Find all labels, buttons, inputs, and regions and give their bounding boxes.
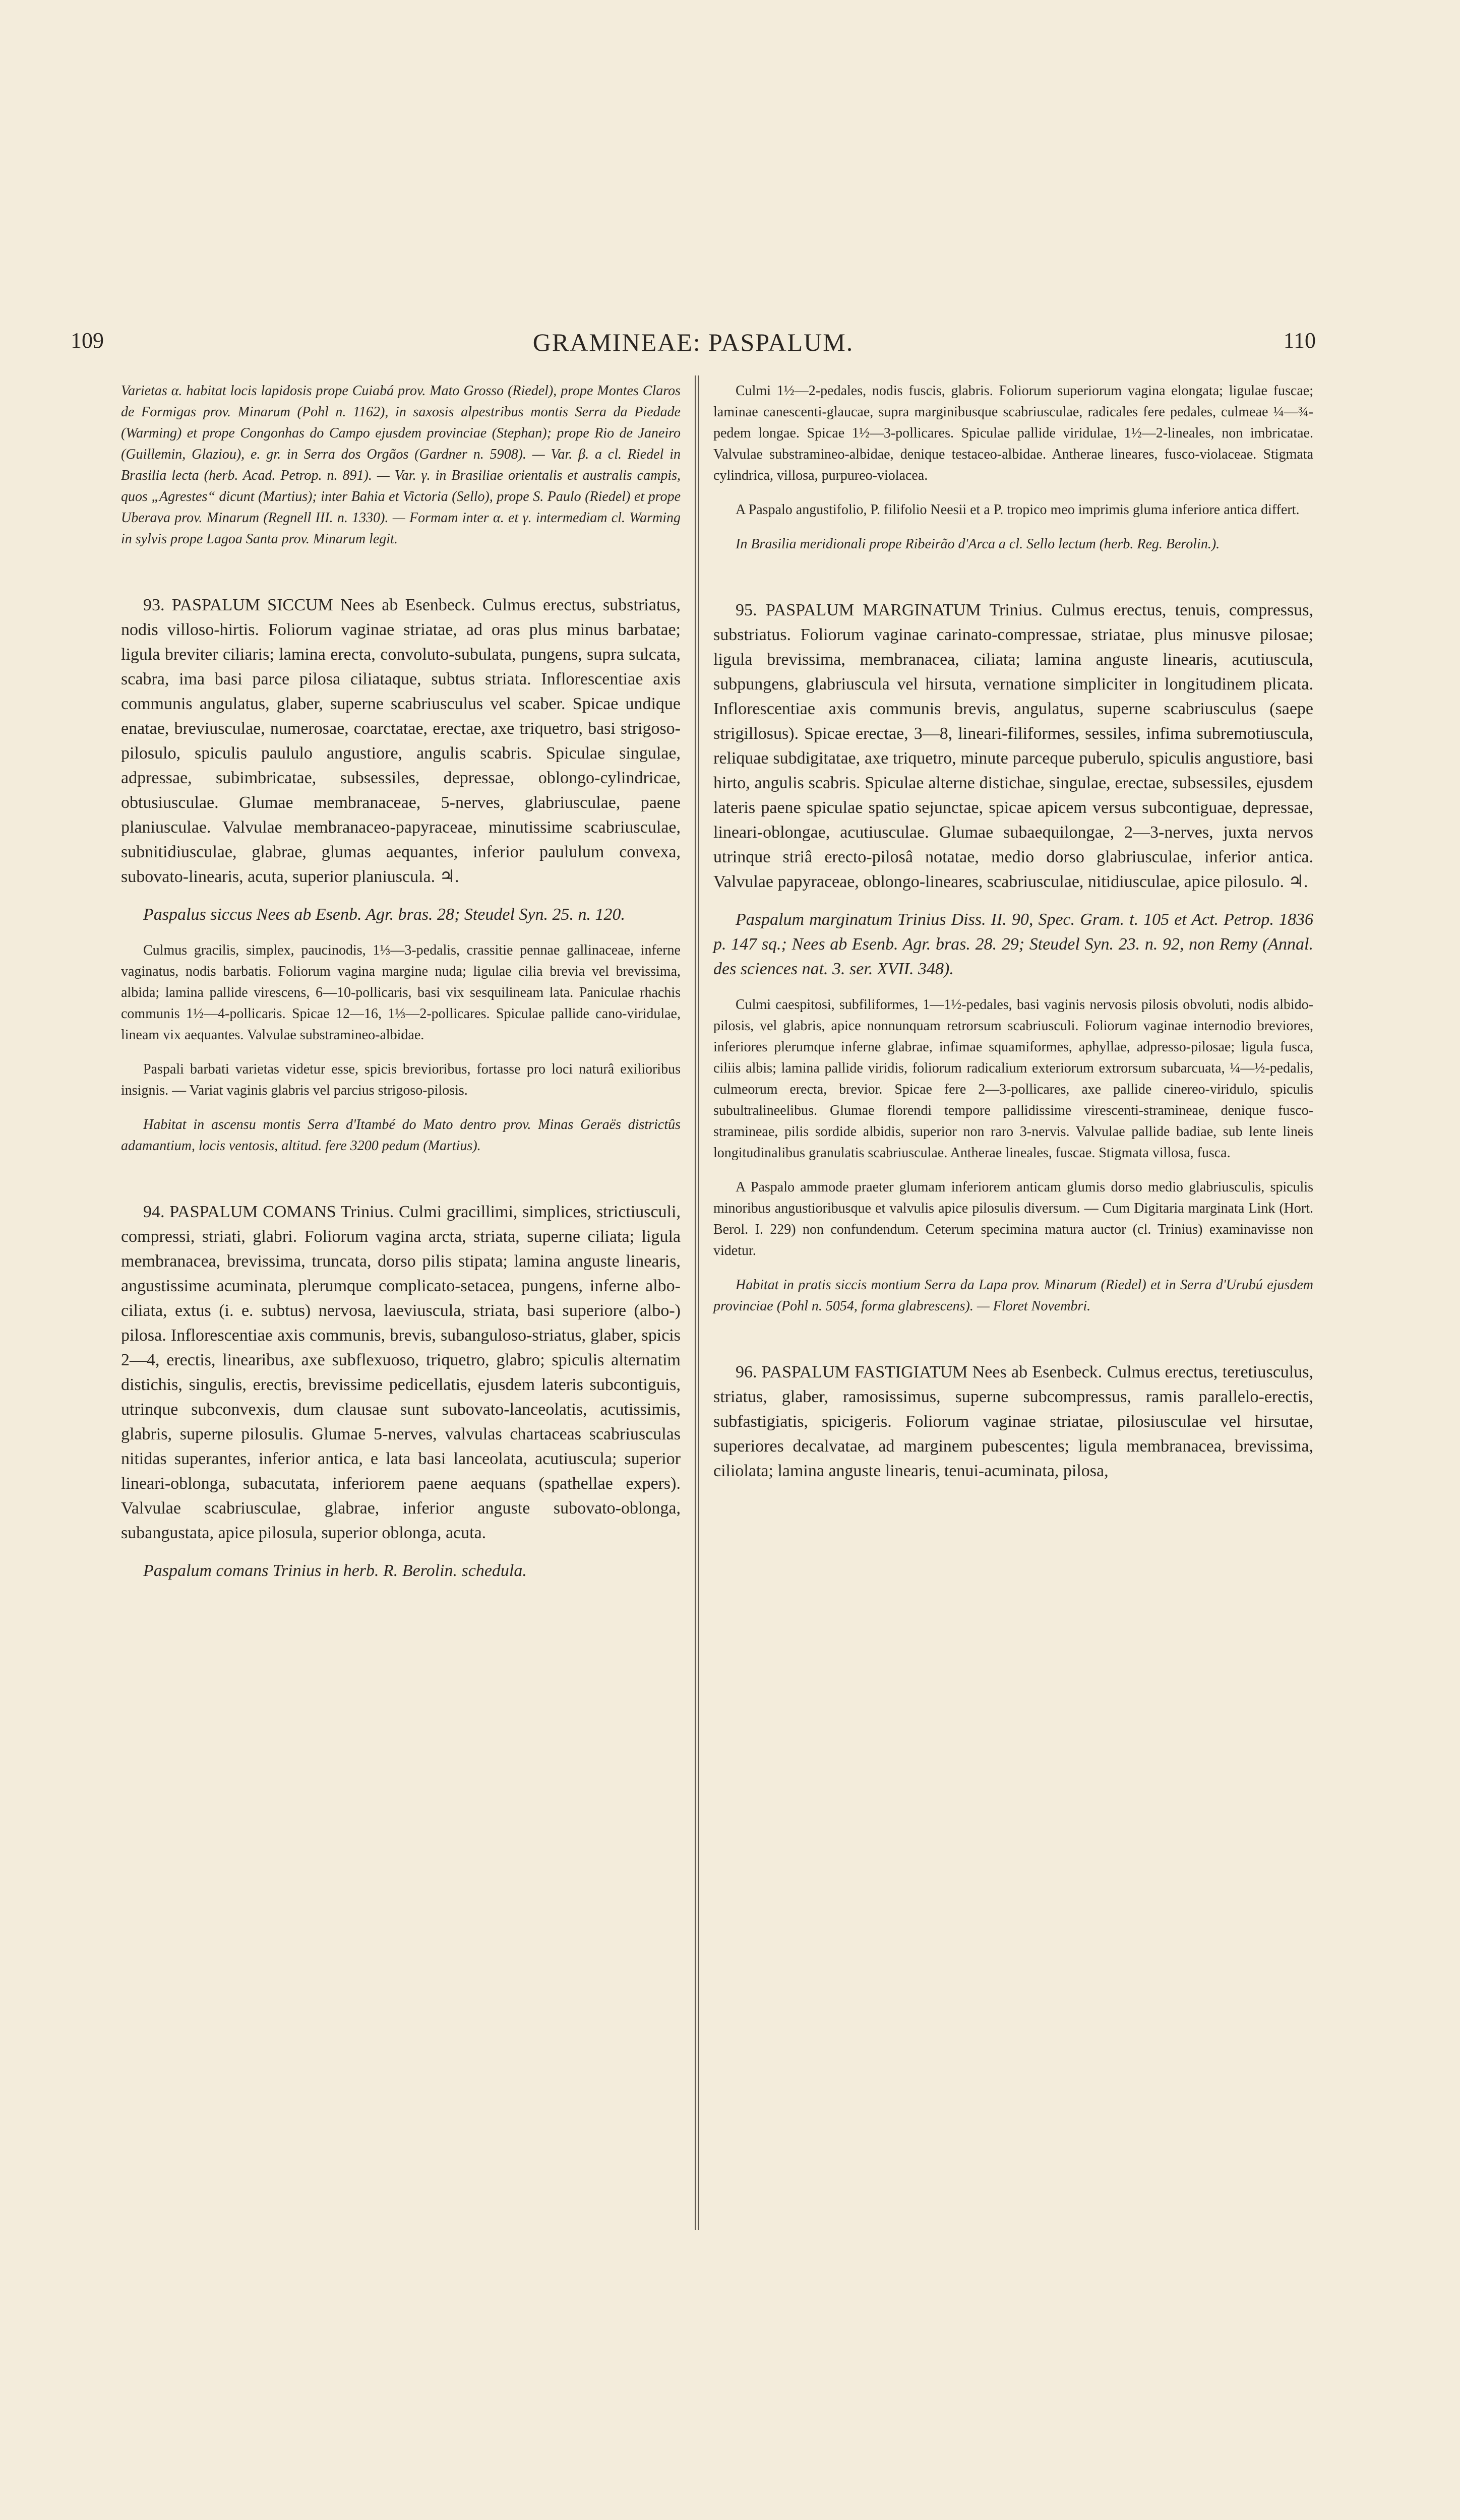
species-95-synonym: Paspalum marginatum Trinius Diss. II. 90, Spec. Gram. t. 105 et Act. Petrop. 1836 p. 147 sq.; Nees ab Esenb. Agr. bras. 28. 29; Steudel Syn. 23. n. 92, non Remy (Annal. des sciences nat. 3. ser. XVII. 348). — [713, 910, 1313, 978]
continued-habitat: In Brasilia meridionali prope Ribeirão d'Arca a cl. Sello lectum (herb. Reg. Berolin.). — [736, 536, 1220, 552]
column-divider — [695, 375, 699, 2230]
species-93-synonym: Paspalus siccus Nees ab Esenb. Agr. bras. 28; Steudel Syn. 25. n. 120. — [143, 905, 626, 924]
species-93-details: Culmus gracilis, simplex, paucinodis, 1⅓—3-pedalis, crassitie pennae gallinaceae, inferne vaginatus, nodis barbatis. Foliorum vagina margine nuda; ligulae cilia brevia vel brevissima, albida; lamina pallide virescens, 6—10-pollicaris, basi vix sesquilineam lata. Paniculae rhachis communis 1½—4-pollicaris. Spicae 12—16, 1⅓—2-pollicares. Spiculae pallide cano-viridulae, lineam vix aequantes. Valvulae substramineo-albidae. — [121, 942, 681, 1043]
left-column — [121, 381, 681, 1583]
species-95-description: 95. PASPALUM MARGINATUM Trinius. Culmus erectus, tenuis, compressus, substriatus. Foliorum vaginae carinato-compressae, striatae, plus minusve pilosae; ligula brevissima, membranacea, ciliata; lamina anguste linearis, acutiuscula, subpungens, glabriuscula vel hirsuta, vernatione simpliciter in longitudinem plicata. Inflorescentiae axis communis brevis, angulatus, superne scabriusculus (saepe strigillosus). Spicae erectae, 3—8, lineari-filiformes, sessiles, infima subremotiuscula, reliquae subdigitatae, axe triquetro, minute parceque puberulo, spiculis angustiore, basi hirto, angulis scabris. Spiculae alterne distichae, singulae, erectae, subsessiles, ejusdem lateris paene spiculae spatio sejunctae, spicae apicem versus subcontiguae, depressae, lineari-oblongae, acutiusculae. Glumae subaequilongae, 2—3-nerves, juxta nervos utrinque striâ erecto-pilosâ notatae, medio dorso glabriusculae, inferior antica. Valvulae papyraceae, oblongo-lineares, scabriusculae, nitidiusculae, apice pilosulo. ♃. — [713, 601, 1313, 891]
species-93-description: 93. PASPALUM SICCUM Nees ab Esenbeck. Culmus erectus, substriatus, nodis villoso-hirtis. Foliorum vaginae striatae, ad oras plus minus barbatae; ligula breviter ciliaris; lamina erecta, convoluto-subulata, pungens, supra sulcata, scabra, ima basi parce pilosa ciliataque, subtus striata. Inflorescentiae axis communis angulatus, glaber, superne scabriusculus vel scaber. Spicae undique enatae, breviusculae, numerosae, coarctatae, erectae, axe triquetro, basi strigoso-pilosulo, spiculis paululo angustiore, angulis scabris. Spiculae singulae, adpressae, subimbricatae, subsessiles, depressae, oblongo-cylindricae, obtusiusculae. Glumae membranaceae, 5-nerves, glabriusculae, paene planiusculae. Valvulae membranaceo-papyraceae, minutissime scabriusculae, subnitidiusculae, glabrae, glumas aequantes, inferior paululum convexa, subovato-linearis, acuta, superior planiuscula. ♃. — [121, 596, 681, 886]
varietas-note: Varietas α. habitat locis lapidosis prope Cuiabá prov. Mato Grosso (Riedel), prope Montes Claros de Formigas prov. Minarum (Pohl n. 1162), in saxosis alpestribus montis Serra da Piedade (Warming) et prope Congonhas do Campo ejusdem provinciae (Stephan); prope Rio de Janeiro (Guillemin, Glaziou), e. gr. in Serra dos Orgãos (Gardner n. 5908). — Var. β. a cl. Riedel in Brasilia lecta (herb. Acad. Petrop. n. 891). — Var. γ. in Brasiliae orientalis et australis campis, quos „Agrestes“ dicunt (Martius); inter Bahia et Victoria (Sello), prope S. Paulo (Riedel) et prope Uberava prov. Minarum (Regnell III. n. 1330). — Formam inter α. et γ. intermediam cl. Warming in sylvis prope Lagoa Santa prov. Minarum legit. — [121, 383, 681, 547]
page-number-right: 110 — [1283, 328, 1316, 353]
right-column — [713, 381, 1313, 1483]
species-95-note: A Paspalo ammode praeter glumam inferiorem anticam glumis dorso medio glabriusculis, spiculis minoribus angustioribusque et valvulis apice pilosulis diversum. — Cum Digitaria marginata Link (Hort. Berol. I. 229) non confundendum. Ceterum specimina matura auctor (cl. Trinius) examinavisse non videtur. — [713, 1179, 1313, 1258]
continued-details: Culmi 1½—2-pedales, nodis fuscis, glabris. Foliorum superiorum vagina elongata; ligulae fuscae; laminae canescenti-glaucae, supra marginibusque scabriusculae, radicales fere pedales, culmeae ¼—¾-pedem longae. Spicae 1½—3-pollicares. Spiculae pallide viridulae, 1½—2-lineales, non imbricatae. Valvulae substramineo-albidae, denique testaceo-albidae. Antherae lineares, fusco-violaceae. Stigmata cylindrica, villosa, purpureo-violacea. — [713, 383, 1313, 483]
species-96-description: 96. PASPALUM FASTIGIATUM Nees ab Esenbeck. Culmus erectus, teretiusculus, striatus, glaber, ramosissimus, superne subcompressus, ramis parallelo-erectis, subfastigiatis, spicigeris. Foliorum vaginae striatae, pilosiusculae vel hirsutae, superiores decalvatae, ad marginem pubescentes; ligula membranacea, brevissima, ciliolata; lamina anguste linearis, tenui-acuminata, pilosa, — [713, 1363, 1313, 1480]
species-93-habitat: Habitat in ascensu montis Serra d'Itambé do Mato dentro prov. Minas Geraës districtûs adamantium, locis ventosis, altitud. fere 3200 pedum (Martius). — [121, 1117, 681, 1154]
species-95-habitat: Habitat in pratis siccis montium Serra da Lapa prov. Minarum (Riedel) et in Serra d'Urubú ejusdem provinciae (Pohl n. 5054, forma glabrescens). — Floret Novembri. — [713, 1277, 1313, 1314]
page-number-left: 109 — [71, 328, 104, 353]
continued-note: A Paspalo angustifolio, P. filifolio Neesii et a P. tropico meo imprimis gluma inferiore antica differt. — [736, 502, 1300, 518]
species-93-note: Paspali barbati varietas videtur esse, spicis brevioribus, fortasse pro loci naturâ exilioribus insignis. — Variat vaginis glabris vel parcius strigoso-pilosis. — [121, 1061, 681, 1098]
running-title: GRAMINEAE: PASPALUM. — [532, 328, 854, 356]
running-header — [71, 328, 1316, 358]
species-94-reference: Paspalum comans Trinius in herb. R. Berolin. schedula. — [143, 1561, 527, 1580]
species-94-description: 94. PASPALUM COMANS Trinius. Culmi gracillimi, simplices, strictiusculi, compressi, striati, glabri. Foliorum vagina arcta, striata, superne ciliata; ligula membranacea, brevissima, truncata, dorso pilis stipata; lamina anguste linearis, angustissime acuminata, plerumque complicato-setacea, pungens, inferne albo-ciliata, extus (i. e. subtus) nervosa, laeviuscula, striata, basi superiore (albo-) pilosa. Inflorescentiae axis communis, brevis, subanguloso-striatus, glaber, spicis 2—4, erectis, linearibus, axe subflexuoso, triquetro, glabro; spiculis alternatim distichis, singulis, erectis, brevissime pedicellatis, ejusdem lateris subcontiguis, utrinque subconvexis, dum clausae sunt subovato-lanceolatis, acutissimis, glabris, superne pilosulis. Glumae 5-nerves, valvulas chartaceas scabriusculas nitidas superantes, inferior antica, e lata basi lanceolata, acutiuscula; superior lineari-oblonga, subacutata, inferiorem paene aequans (spathellae expers). Valvulae scabriusculae, glabrae, inferior anguste subovato-oblonga, subangustata, apice pilosula, superior oblonga, acuta. — [121, 1203, 681, 1542]
species-95-details: Culmi caespitosi, subfiliformes, 1—1½-pedales, basi vaginis nervosis pilosis obvoluti, nodis albido-pilosis, vel glabris, apice nonnunquam retrorsum scabriusculi. Foliorum vaginae internodio breviores, inferiores plerumque inferne glabrae, infimae squamiformes, aphyllae, adpresso-pilosae; ligula fusca, ciliis albis; lamina pallide viridis, foliorum radicalium exteriorum extrorsum subarcuata, ¼—½-pedalis, culmeorum erecta, brevior. Spicae fere 2—3-pollicares, axe pallide cinereo-viridulo, spiculis subultralineelibus. Glumae florendi tempore pallidissime virescenti-stramineae, denique fusco-stramineae, pilis sordide albidis, superior non raro 3-nervis. Valvulae pallide badiae, sub lente lineis longitudinalibus granulatis scabriusculae. Antherae lineales, fuscae. Stigmata villosa, fusca. — [713, 997, 1313, 1161]
